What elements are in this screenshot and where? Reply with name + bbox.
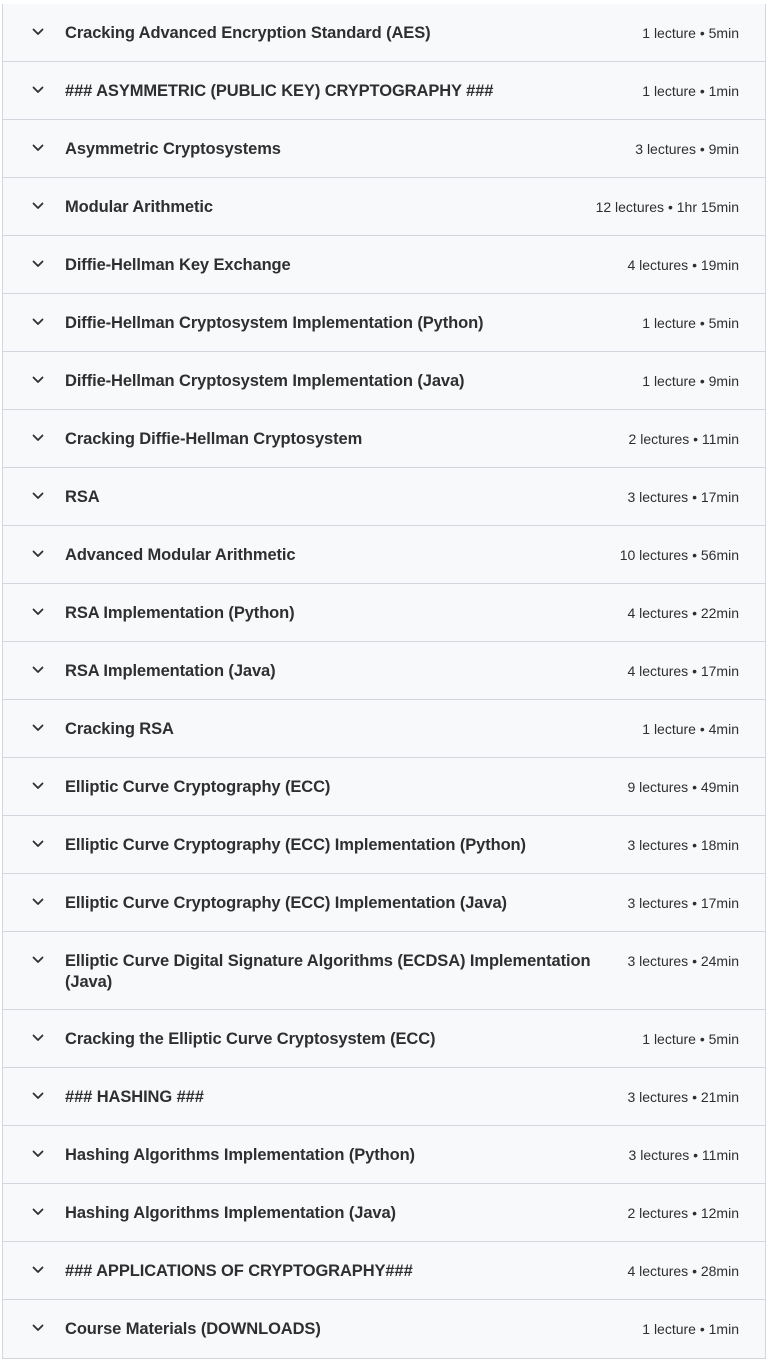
section-header[interactable]: [3, 236, 765, 294]
section-content-summary: 3 lectures • 9min: [635, 141, 739, 157]
section-content-summary: 3 lectures • 17min: [627, 489, 739, 505]
section-title: Diffie-Hellman Key Exchange: [65, 256, 291, 274]
section-title: RSA Implementation (Java): [65, 662, 276, 680]
section-title: RSA: [65, 488, 100, 506]
chevron-down-icon: [31, 197, 45, 215]
section-header[interactable]: [3, 352, 765, 410]
section-content-summary: 1 lecture • 5min: [642, 25, 739, 41]
chevron-down-icon: [31, 719, 45, 737]
chevron-down-icon: [31, 951, 45, 969]
chevron-down-icon: [31, 81, 45, 99]
section-content-summary: 2 lectures • 11min: [628, 431, 739, 447]
chevron-down-icon: [31, 777, 45, 795]
section-header[interactable]: [3, 700, 765, 758]
section-title: Diffie-Hellman Cryptosystem Implementation (Java): [65, 372, 465, 390]
chevron-down-icon: [31, 313, 45, 331]
section-title: Elliptic Curve Cryptography (ECC) Implementation (Python): [65, 836, 526, 854]
course-curriculum: [2, 4, 766, 1359]
section-header[interactable]: [3, 758, 765, 816]
section-content-summary: 4 lectures • 22min: [627, 605, 739, 621]
chevron-down-icon: [31, 1087, 45, 1105]
section-header[interactable]: [3, 1300, 765, 1358]
section-title: Elliptic Curve Cryptography (ECC) Implementation (Java): [65, 894, 507, 912]
section-content-summary: 3 lectures • 21min: [627, 1089, 739, 1105]
section-header[interactable]: [3, 932, 765, 1010]
section-title: ### ASYMMETRIC (PUBLIC KEY) CRYPTOGRAPHY ###: [65, 82, 494, 100]
section-header[interactable]: [3, 1184, 765, 1242]
section-content-summary: 1 lecture • 5min: [642, 315, 739, 331]
section-title: Modular Arithmetic: [65, 198, 213, 216]
section-content-summary: 3 lectures • 24min: [627, 953, 739, 969]
section-header[interactable]: [3, 468, 765, 526]
section-title: ### APPLICATIONS OF CRYPTOGRAPHY###: [65, 1262, 413, 1280]
section-title: Elliptic Curve Cryptography (ECC): [65, 778, 331, 796]
section-header[interactable]: [3, 1010, 765, 1068]
chevron-down-icon: [31, 23, 45, 41]
chevron-down-icon: [31, 893, 45, 911]
chevron-down-icon: [31, 545, 45, 563]
section-content-summary: 9 lectures • 49min: [627, 779, 739, 795]
chevron-down-icon: [31, 1145, 45, 1163]
chevron-down-icon: [31, 371, 45, 389]
section-content-summary: 12 lectures • 1hr 15min: [595, 199, 739, 215]
chevron-down-icon: [31, 139, 45, 157]
chevron-down-icon: [31, 1261, 45, 1279]
chevron-down-icon: [31, 1319, 45, 1337]
section-title: Advanced Modular Arithmetic: [65, 546, 296, 564]
section-content-summary: 3 lectures • 11min: [628, 1147, 739, 1163]
section-title: Hashing Algorithms Implementation (Java): [65, 1204, 396, 1222]
section-content-summary: 10 lectures • 56min: [619, 547, 739, 563]
section-header[interactable]: [3, 526, 765, 584]
section-header[interactable]: [3, 1126, 765, 1184]
section-header[interactable]: [3, 584, 765, 642]
section-header[interactable]: [3, 410, 765, 468]
section-content-summary: 1 lecture • 1min: [642, 83, 739, 99]
section-title: Elliptic Curve Digital Signature Algorithms (ECDSA) Implementation (Java): [65, 952, 591, 991]
section-title: Diffie-Hellman Cryptosystem Implementation (Python): [65, 314, 484, 332]
section-title: Cracking RSA: [65, 720, 174, 738]
section-header[interactable]: [3, 642, 765, 700]
section-content-summary: 4 lectures • 28min: [627, 1263, 739, 1279]
section-title: Cracking the Elliptic Curve Cryptosystem (ECC): [65, 1030, 436, 1048]
section-content-summary: 1 lecture • 9min: [642, 373, 739, 389]
section-content-summary: 1 lecture • 1min: [642, 1321, 739, 1337]
section-title: Asymmetric Cryptosystems: [65, 140, 281, 158]
section-title: Course Materials (DOWNLOADS): [65, 1320, 321, 1338]
section-content-summary: 4 lectures • 17min: [627, 663, 739, 679]
chevron-down-icon: [31, 603, 45, 621]
section-content-summary: 4 lectures • 19min: [627, 257, 739, 273]
section-content-summary: 1 lecture • 4min: [642, 721, 739, 737]
section-title: Cracking Advanced Encryption Standard (AES): [65, 24, 431, 42]
chevron-down-icon: [31, 429, 45, 447]
chevron-down-icon: [31, 661, 45, 679]
section-header[interactable]: [3, 294, 765, 352]
section-content-summary: 2 lectures • 12min: [627, 1205, 739, 1221]
section-title: ### HASHING ###: [65, 1088, 204, 1106]
section-header[interactable]: [3, 1242, 765, 1300]
section-content-summary: 3 lectures • 17min: [627, 895, 739, 911]
chevron-down-icon: [31, 1029, 45, 1047]
chevron-down-icon: [31, 255, 45, 273]
chevron-down-icon: [31, 835, 45, 853]
section-header[interactable]: [3, 4, 765, 62]
chevron-down-icon: [31, 487, 45, 505]
section-header[interactable]: [3, 178, 765, 236]
section-content-summary: 3 lectures • 18min: [627, 837, 739, 853]
section-header[interactable]: [3, 816, 765, 874]
section-title: Cracking Diffie-Hellman Cryptosystem: [65, 430, 363, 448]
section-title: Hashing Algorithms Implementation (Python): [65, 1146, 415, 1164]
section-title: RSA Implementation (Python): [65, 604, 295, 622]
section-header[interactable]: [3, 120, 765, 178]
chevron-down-icon: [31, 1203, 45, 1221]
section-content-summary: 1 lecture • 5min: [642, 1031, 739, 1047]
section-header[interactable]: [3, 1068, 765, 1126]
section-header[interactable]: [3, 62, 765, 120]
section-header[interactable]: [3, 874, 765, 932]
